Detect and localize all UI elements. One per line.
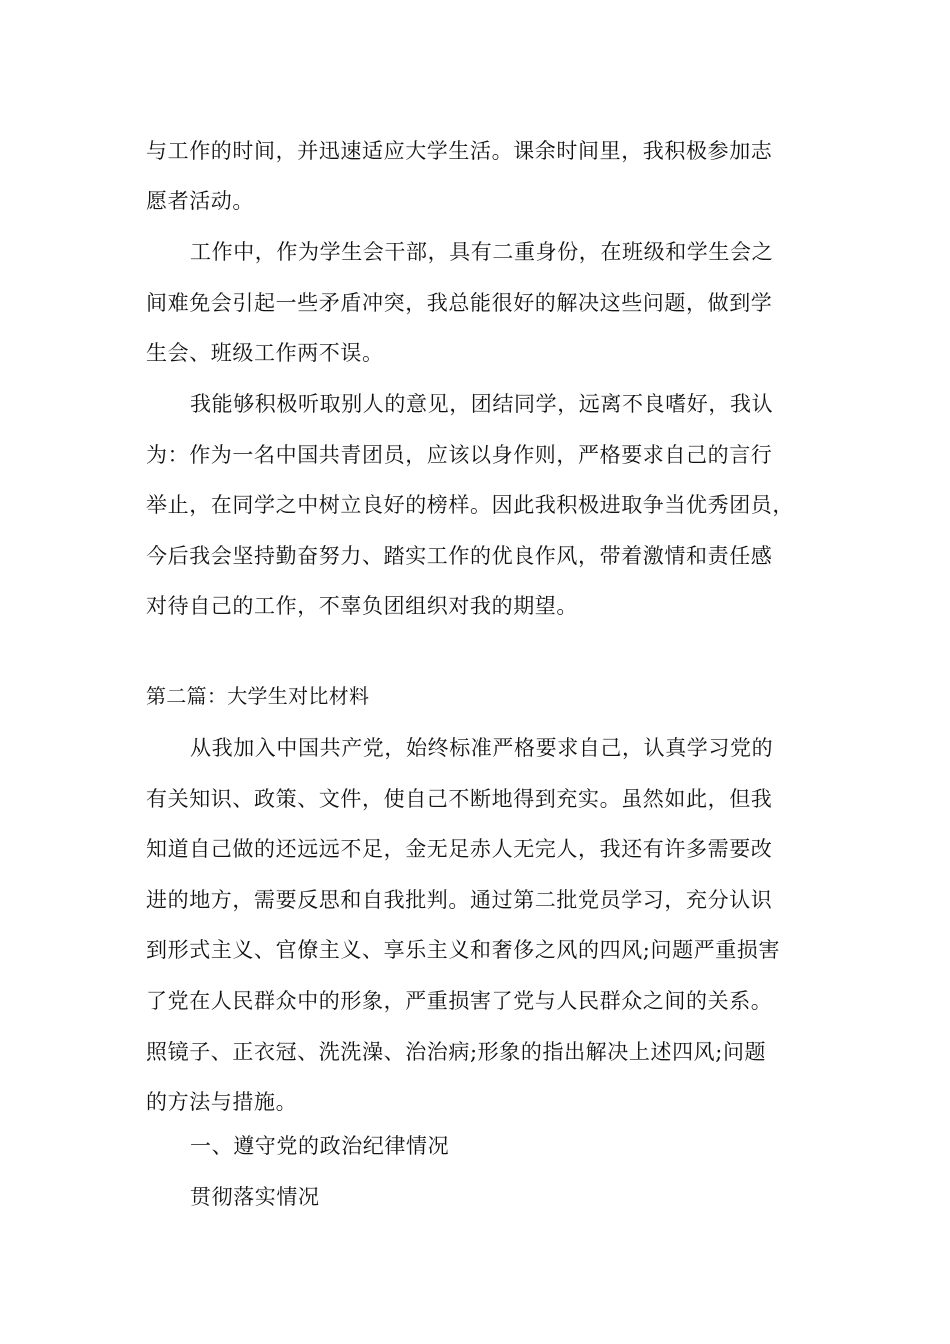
paragraph-line: 进的地方，需要反思和自我批判。通过第二批党员学习，充分认识 xyxy=(146,888,773,912)
subsection-heading: 一、遵守党的政治纪律情况 xyxy=(190,1134,450,1158)
paragraph-line: 到形式主义、官僚主义、享乐主义和奢侈之风的四风;问题严重损害 xyxy=(146,938,781,962)
paragraph-line: 工作中，作为学生会干部，具有二重身份，在班级和学生会之 xyxy=(190,240,774,264)
paragraph-line: 间难免会引起一些矛盾冲突，我总能很好的解决这些问题，做到学 xyxy=(146,291,773,315)
paragraph-line: 对待自己的工作，不辜负团组织对我的期望。 xyxy=(146,594,578,618)
paragraph-line: 有关知识、政策、文件，使自己不断地得到充实。虽然如此，但我 xyxy=(146,787,773,811)
section-heading: 第二篇：大学生对比材料 xyxy=(146,684,370,708)
paragraph-line: 我能够积极听取别人的意见，团结同学，远离不良嗜好，我认 xyxy=(190,392,774,416)
paragraph-line: 今后我会坚持勤奋努力、踏实工作的优良作风，带着激情和责任感 xyxy=(146,544,773,568)
paragraph-line: 从我加入中国共产党，始终标准严格要求自己，认真学习党的 xyxy=(190,736,774,760)
paragraph-line: 举止，在同学之中树立良好的榜样。因此我积极进取争当优秀团员， xyxy=(146,493,794,517)
paragraph-line: 的方法与措施。 xyxy=(146,1090,298,1114)
subsection-heading: 贯彻落实情况 xyxy=(190,1185,320,1209)
paragraph-line: 生会、班级工作两不误。 xyxy=(146,341,384,365)
paragraph-line: 照镜子、正衣冠、洗洗澡、治治病;形象的指出解决上述四风;问题 xyxy=(146,1040,767,1064)
paragraph-line: 为：作为一名中国共青团员，应该以身作则，严格要求自己的言行 xyxy=(146,443,773,467)
paragraph-line: 愿者活动。 xyxy=(146,189,254,213)
paragraph-line: 与工作的时间，并迅速适应大学生活。课余时间里，我积极参加志 xyxy=(146,139,773,163)
paragraph-line: 了党在人民群众中的形象，严重损害了党与人民群众之间的关系。 xyxy=(146,989,773,1013)
paragraph-line: 知道自己做的还远远不足，金无足赤人无完人，我还有许多需要改 xyxy=(146,837,773,861)
